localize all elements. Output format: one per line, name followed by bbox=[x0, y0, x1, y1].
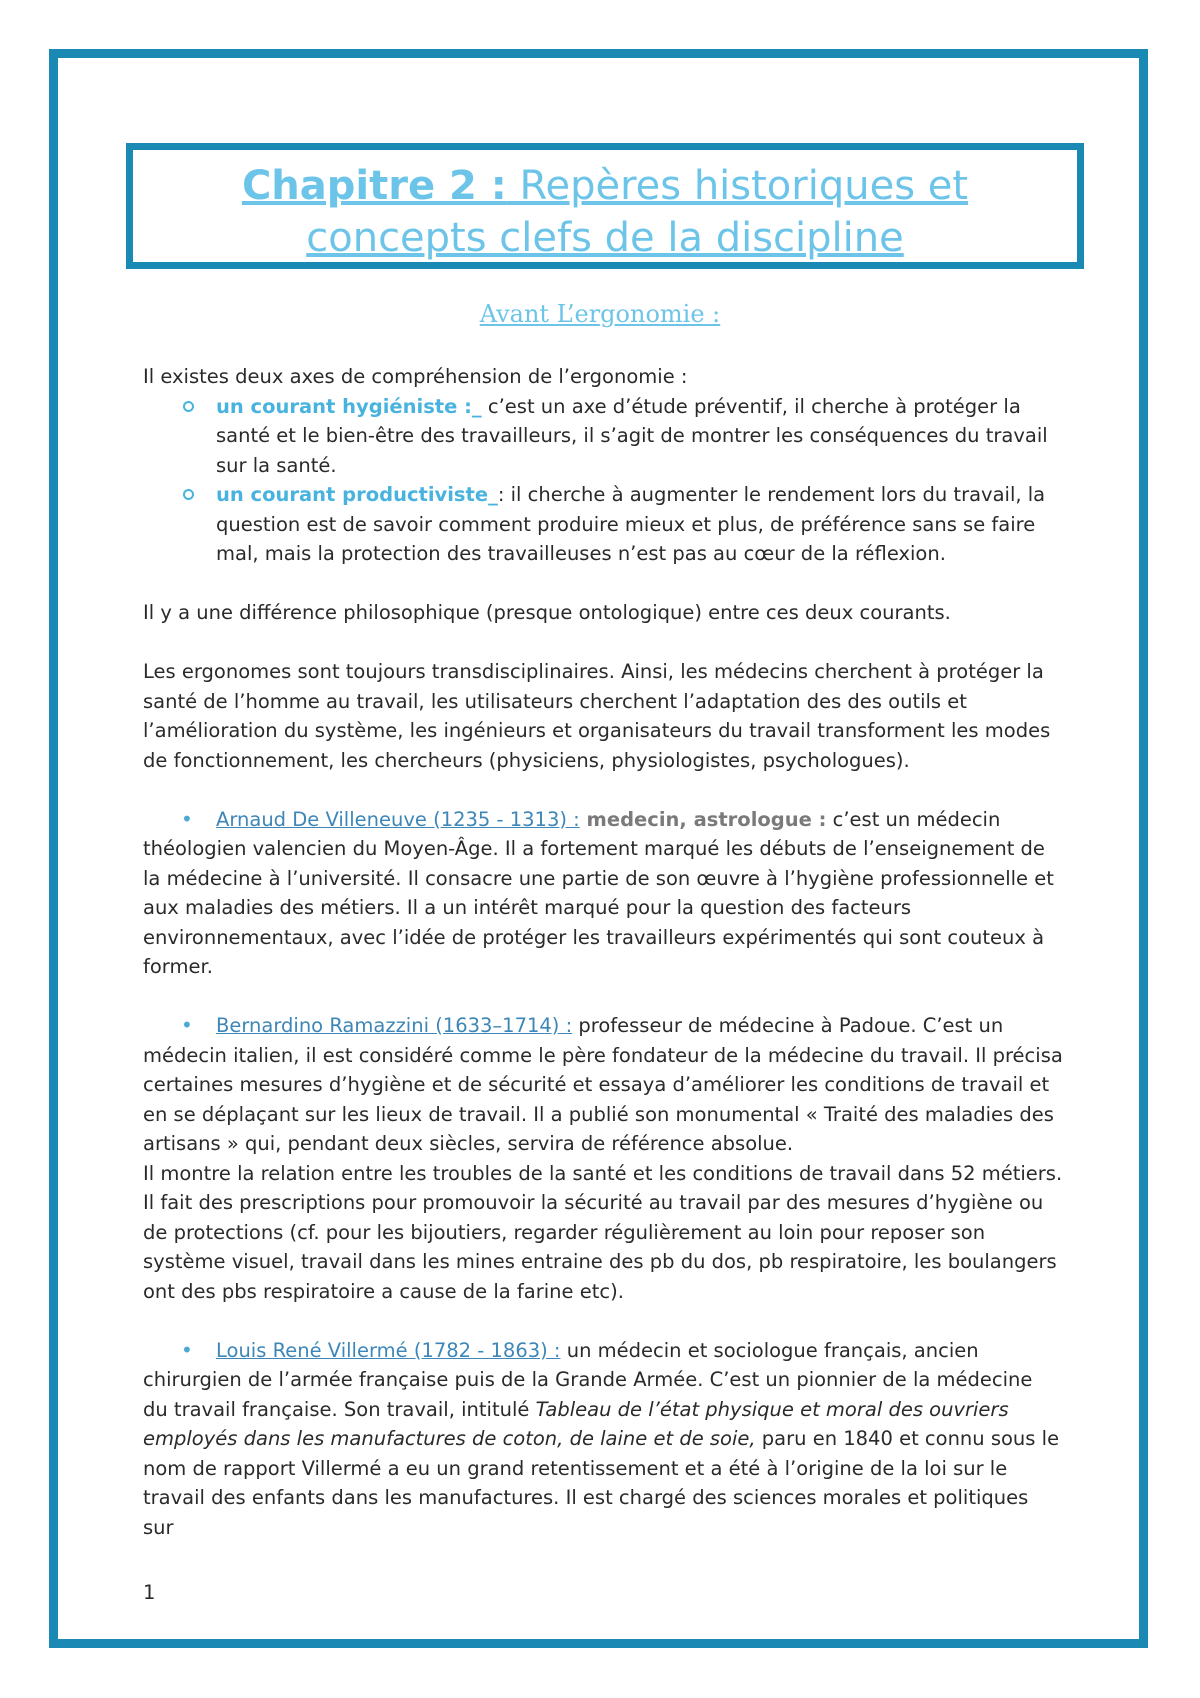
intro-paragraph: Il existes deux axes de compréhension de l’ergonomie : bbox=[143, 365, 688, 388]
person-role: medecin, astrologue : bbox=[579, 807, 827, 831]
person-name: Louis René Villermé (1782 - 1863) : bbox=[216, 1338, 561, 1362]
person-ramazzini-continued: Il montre la relation entre les troubles de la santé et les conditions de travail dans 52 métiers. Il fait des prescriptions pour promouvoir la sécurité au travail par des mesures d’hygiène ou de protections (cf. pour les bijoutiers, regarder régulièrement au loin pour reposer son système visuel, travail dans les mines entraine des pb du dos, pb respiratoire, les boulangers ont des pbs respiratoire a cause de la farine etc). bbox=[143, 1161, 1063, 1303]
paragraph-difference: Il y a une différence philosophique (presque ontologique) entre ces deux courants. bbox=[143, 601, 951, 624]
person-villeneuve bbox=[143, 805, 1063, 982]
person-text: un médecin et sociologue français, ancien chirurgien de l’armée française puis de la Grande Armée. C’est un pionnier de la médecine du travail française. Son travail, intitulé bbox=[143, 1338, 1033, 1421]
bullet-icon: • bbox=[181, 1337, 193, 1362]
paragraph-ergonomes: Les ergonomes sont toujours transdisciplinaires. Ainsi, les médecins cherchent à protéger la santé de l’homme au travail, les utilisateurs cherchent l’adaptation des des outils et l’amélioration du système, les ingénieurs et organisateurs du travail transforment les modes de fonctionnement, les chercheurs (physiciens, physiologistes, psychologues). bbox=[143, 660, 1051, 772]
chapter-number: Chapitre 2 : bbox=[241, 163, 507, 209]
section-heading: Avant L’ergonomie : bbox=[479, 300, 721, 328]
person-name: Bernardino Ramazzini (1633–1714) : bbox=[216, 1014, 573, 1037]
axis-text: : il cherche à augmenter le rendement lors du travail, la question est de savoir comment produire mieux et plus, de préférence sans se faire mal, mais la protection des travailleuses n’est pas au cœur de la réflexion. bbox=[216, 483, 1046, 565]
bullet-icon: • bbox=[181, 806, 193, 831]
person-ramazzini bbox=[143, 1011, 1063, 1159]
list-item-hygieniste bbox=[143, 392, 1063, 481]
person-name: Arnaud De Villeneuve (1235 - 1313) : bbox=[216, 807, 580, 831]
axis-label: un courant hygiéniste :_ bbox=[216, 394, 482, 418]
axis-label: un courant productiviste_ bbox=[216, 483, 498, 506]
circle-bullet-icon bbox=[183, 401, 194, 412]
chapter-title-line1: Repères historiques et bbox=[519, 163, 969, 209]
person-text: c’est un médecin théologien valencien du Moyen-Âge. Il a fortement marqué les débuts de l’enseignement de la médecine à l’université. Il consacre une partie de son œuvre à l’hygiène professionnelle et aux maladies des métiers. Il a un intérêt marqué pour la question des facteurs environnementaux, avec l’idée de protéger les travailleurs expérimentés qui sont couteux à former. bbox=[143, 807, 1054, 978]
page-number: 1 bbox=[143, 1581, 156, 1604]
axis-text: c’est un axe d’étude préventif, il cherche à protéger la santé et le bien-être des travailleurs, il s’agit de montrer les conséquences du travail sur la santé. bbox=[216, 394, 1048, 477]
person-text-continued: paru en 1840 et connu sous le nom de rapport Villermé a eu un grand retentissement et a été à l’origine de la loi sur le travail des enfants dans les manufactures. Il est chargé des sciences morales et politiques sur bbox=[143, 1427, 1060, 1539]
document-body bbox=[143, 362, 1063, 1542]
chapter-title-line2: concepts clefs de la discipline bbox=[306, 215, 904, 261]
chapter-title bbox=[133, 160, 1077, 264]
person-text: professeur de médecine à Padoue. C’est un médecin italien, il est considéré comme le père fondateur de la médecine du travail. Il précisa certaines mesures d’hygiène et de sécurité et essaya d’améliorer les conditions de travail et en se déplaçant sur les lieux de travail. Il a publié son monumental « Traité des maladies des artisans » qui, pendant deux siècles, servira de référence absolue. bbox=[143, 1014, 1063, 1155]
title-box bbox=[126, 143, 1084, 269]
bullet-icon: • bbox=[181, 1013, 193, 1037]
report-title: Tableau de l’état physique et moral des ouvriers employés dans les manufactures de coton, de laine et de soie, bbox=[143, 1397, 1009, 1450]
circle-bullet-icon bbox=[183, 489, 194, 500]
person-villerme bbox=[143, 1336, 1063, 1543]
list-item-productiviste bbox=[143, 480, 1063, 569]
